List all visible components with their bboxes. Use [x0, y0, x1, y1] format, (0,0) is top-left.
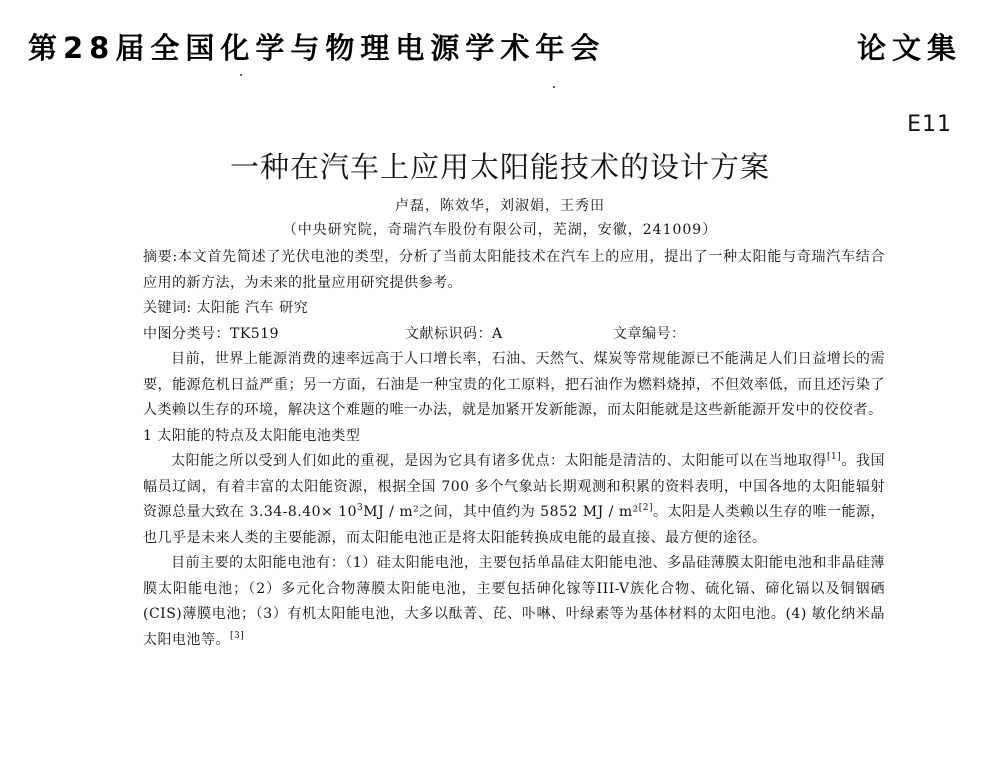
intro-paragraph: 目前，世界上能源消费的速率远高于人口增长率，石油、天然气、煤炭等常规能源已不能满足人们日益增长的需要，能源危机日益严重；另一方面，石油是一种宝贵的化工原料，把石油作为燃料烧掉，不但效率低，而且还污染了人类赖以生存的环境，解决这个难题的唯一办法，就是加紧开发新能源，而太阳能就是这些新能源开发中的佼佼者。 — [143, 351, 885, 418]
para-text: 。我国幅员辽阔，有着丰富的太阳能资源，根据全国 700 多个气象站长期观测和积累的资料表明，中国各地的太阳能辐射资源总量大致在 3.34-8.40× 10 — [143, 453, 885, 520]
proceedings-label: 论文集 — [856, 31, 962, 65]
para-text: 目前主要的太阳能电池有：（1）硅太阳能电池，主要包括单晶硅太阳能电池、多晶硅薄膜太阳能电池和非晶硅薄膜太阳能电池；（2）多元化合物薄膜太阳能电池，主要包括砷化镓等III-V族化合物、硫化镉、碲化镉以及铜铟硒(CIS)薄膜电池；（3）有机太阳能电池，大多以酞菁、芘、卟啉、叶绿素等为基体材料的太阳电池。(4) 敏化纳米晶太阳电池等。 — [143, 555, 885, 648]
scan-speck — [240, 74, 242, 76]
citation-ref[interactable]: [1] — [827, 452, 842, 462]
paper-body — [143, 245, 885, 653]
conference-header: 第28届全国化学与物理电源学术年会 — [28, 31, 606, 65]
paper-title: 一种在汽车上应用太阳能技术的设计方案 — [229, 150, 770, 184]
classification-row — [143, 322, 885, 348]
exponent: 3 — [357, 503, 364, 513]
para-text: 。太阳是人类赖以生存的唯一能源，也几乎是未来人类的主要能源，而太阳能电池正是将太阳能转换成电能的最直接、最方便的途径。 — [143, 504, 885, 546]
paper-code: E11 — [907, 112, 952, 137]
clc-number: 中图分类号：TK519 — [143, 325, 280, 342]
para-text: 太阳能之所以受到人们如此的重视，是因为它具有诸多优点：太阳能是清洁的、太阳能可以在当地取得 — [171, 453, 828, 469]
citation-ref[interactable]: [2] — [638, 503, 653, 513]
citation-ref[interactable]: [3] — [230, 630, 245, 641]
section-heading: 1 太阳能的特点及太阳能电池类型 — [143, 427, 361, 444]
scan-speck — [553, 86, 555, 88]
keywords: 关键词: 太阳能 汽车 研究 — [143, 300, 309, 316]
affiliation: （中央研究院，奇瑞汽车股份有限公司，芜湖，安徽，241009） — [282, 222, 718, 238]
para-text: MJ / m²之间，其中值约为 5852 MJ / m² — [363, 504, 639, 520]
author-list: 卢磊，陈效华，刘淑娟，王秀田 — [395, 198, 605, 214]
section1-paragraph1 — [143, 449, 885, 551]
article-number: 文章编号： — [613, 325, 686, 342]
abstract: 摘要:本文首先简述了光伏电池的类型，分析了当前太阳能技术在汽车上的应用，提出了一种太阳能与奇瑞汽车结合应用的新方法，为未来的批量应用研究提供参考。 — [143, 249, 885, 291]
section1-paragraph2 — [143, 551, 885, 653]
document-code: 文献标识码：A — [405, 325, 503, 342]
